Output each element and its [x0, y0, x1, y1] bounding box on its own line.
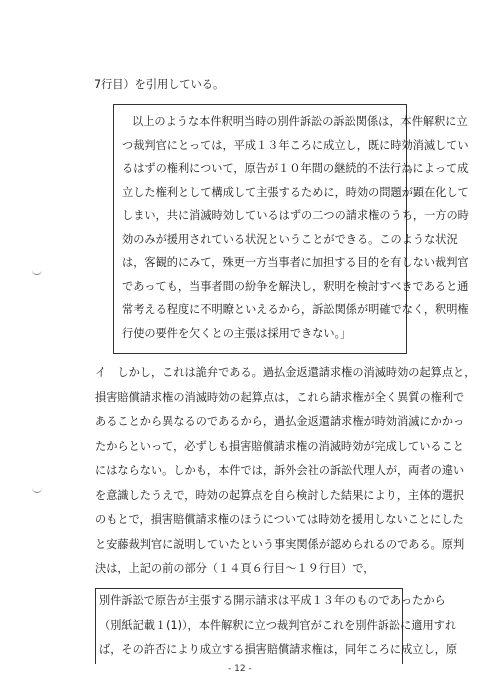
- continuation-line: 別件訴訟で原告が主張する開示請求は平成１３年のものであったから: [99, 594, 446, 607]
- paragraph-line: イ しかし，これは詭弁である。過払金返還請求権の消滅時効の起算点と，: [95, 366, 476, 379]
- quote-line: 行使の要件を欠くとの主張は採用できない。」: [122, 327, 352, 340]
- quote-line: 以上のような本件釈明当時の別件訴訟の訴訟関係は，本件解釈に立: [132, 115, 468, 128]
- page-number: - 12 -: [228, 664, 252, 674]
- quote-line: るはずの権利について，原告が１０年間の継続的不法行為によって成: [122, 162, 469, 175]
- continuation-line: （別紙記載１(1)），本件解釈に立つ裁判官がこれを別件訴訟に適用すれ: [99, 619, 457, 632]
- paragraph-line: あることから異なるのであるから，過払金返還請求権が時効消滅にかかっ: [95, 415, 465, 428]
- paragraph-line: のもとで，損害賠償請求権のほうについては時効を援用しないことにした: [95, 513, 464, 526]
- quote-line: 効のみが援用されている状況ということができる。このような状況: [122, 233, 458, 246]
- paragraph-line: と安藤裁判官に説明していたという事実関係が認められるのである。原判: [95, 538, 465, 551]
- intro-line: 7行目）を引用している。: [94, 78, 225, 91]
- paragraph-line: を意識したうえで，時効の起算点を自ら検討した結果により，主体的選択: [95, 489, 464, 502]
- continuation-line: ば，その許否により成立する損害賠償請求権は，同年ころに成立し，原: [99, 643, 458, 656]
- quote-line: しまい，共に消滅時効しているはずの二つの請求権のうち，一方の時: [122, 209, 469, 222]
- quote-line: であっても，当事者間の紛争を解決し，釈明を検討すべきであると通: [122, 280, 469, 293]
- punch-hole-mark: [32, 268, 42, 275]
- paragraph-line: 決は，上記の前の部分（１４頁６行目～１９行目）で，: [95, 562, 375, 575]
- quote-line: 立した権利として構成して主張するために，時効の問題が顕在化して: [122, 186, 469, 199]
- paragraph-line: 損害賠償請求権の消滅時効の起算点は，これら請求権が全く異質の権利で: [95, 391, 465, 404]
- quote-line: つ裁判官にとっては，平成１３年ころに成立し，既に時効消滅してい: [122, 139, 469, 152]
- punch-hole-mark: [32, 486, 42, 493]
- quote-line: 常考える程度に不明瞭といえるから，訴訟関係が明確でなく，釈明権: [122, 303, 469, 316]
- paragraph-line: にはならない。しかも，本件では，訴外会社の訴訟代理人が，両者の違い: [95, 464, 465, 477]
- quote-line: は，客観的にみて，殊更一方当事者に加担する目的を有しない裁判官: [122, 256, 469, 269]
- paragraph-line: たからといって，必ずしも損害賠償請求権の消滅時効が完成していること: [95, 440, 464, 453]
